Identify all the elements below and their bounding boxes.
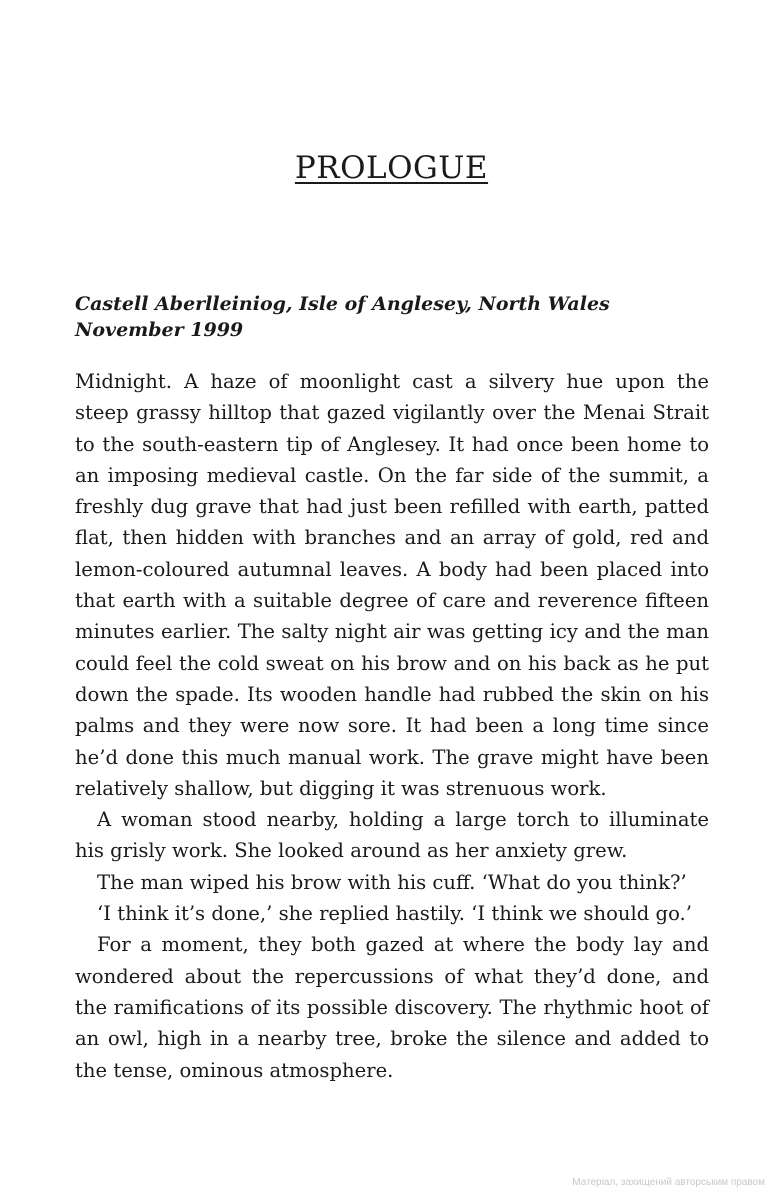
paragraph: The man wiped his brow with his cuff. ‘What do you think?’ — [97, 870, 687, 894]
paragraph: ‘I think it’s done,’ she replied hastily. ‘I think we should go.’ — [97, 902, 693, 926]
paragraph: A woman stood nearby, holding a large torch to illuminate his grisly work. She looked around as her anxiety grew. — [75, 808, 709, 863]
page-title: PROLOGUE — [294, 150, 489, 186]
location-heading — [75, 291, 715, 343]
copyright-watermark: Матеріал, захищений авторським правом — [572, 1177, 765, 1188]
prologue-body — [75, 366, 709, 1086]
date-line: November 1999 — [75, 319, 244, 341]
paragraph: Midnight. A haze of moonlight cast a silvery hue upon the steep grassy hilltop that gazed vigilantly over the Menai Strait to the south-eastern tip of Anglesey. It had once been home to an imposing medieval castle. On the far side of the summit, a freshly dug grave that had just been refilled with earth, patted flat, then hidden with branches and an array of gold, red and lemon-coloured autumnal leaves. A body had been placed into that earth with a suitable degree of care and reverence fifteen minutes earlier. The salty night air was getting icy and the man could feel the cold sweat on his brow and on his back as he put down the spade. Its wooden handle had rubbed the skin on his palms and they were now sore. It had been a long time since he’d done this much manual work. The grave might have been relatively shallow, but digging it was strenuous work. — [75, 370, 709, 800]
paragraph: For a moment, they both gazed at where the body lay and wondered about the repercussions of what they’d done, and the ramifications of its possible discovery. The rhythmic hoot of an owl, high in a nearby tree, broke the silence and added to the tense, ominous atmosphere. — [75, 933, 709, 1082]
location-line: Castell Aberlleiniog, Isle of Anglesey, North Wales — [75, 293, 610, 315]
